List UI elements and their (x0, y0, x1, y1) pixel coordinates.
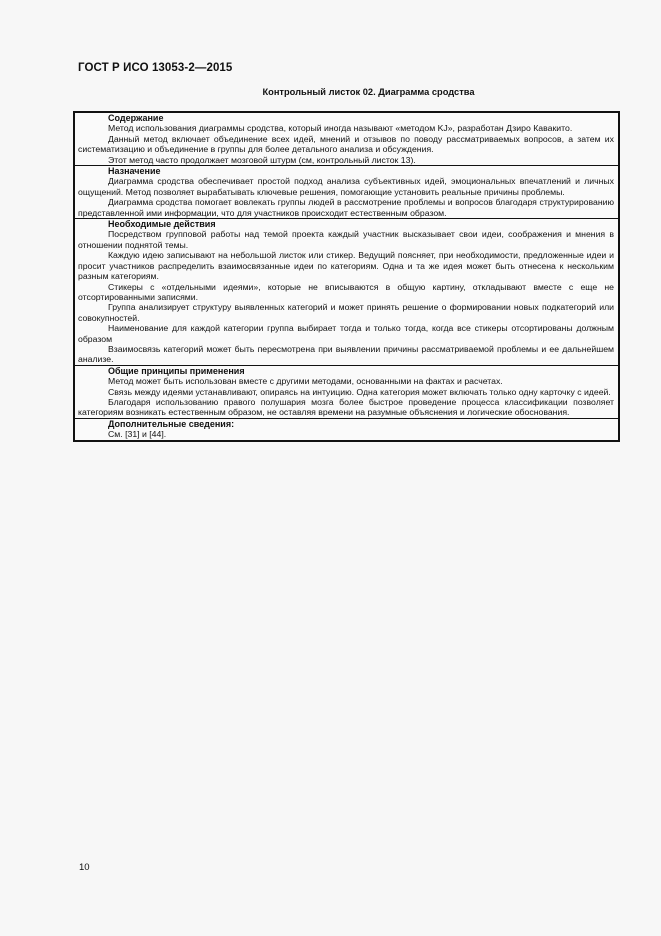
paragraph: Метод может быть использован вместе с другими методами, основанными на фактах и расчетах. (108, 376, 503, 387)
section-heading: Необходимые действия (108, 219, 216, 230)
paragraph: Взаимосвязь категорий может быть пересмотрена при выявлении причины рассматриваемой проблемы и ее дальнейшем анализе. (78, 343, 614, 365)
section-heading: Содержание (108, 113, 164, 123)
section-purpose (75, 165, 618, 218)
section-general-principles (75, 365, 618, 418)
references-paragraph: См. [31] и [44]. (108, 429, 167, 440)
section-additional-info (75, 418, 618, 440)
paragraph: Благодаря использованию правого полушария мозга более быстрое проведение процесса классификации позволяет категориям возникать естественным образом, не оставляя времени на разумные объяснения и логические обоснования. (78, 396, 614, 418)
paragraph: Наименование для каждой категории группа выбирает тогда и только тогда, когда все стикеры отсортированы должным образом (78, 323, 614, 344)
section-heading: Дополнительные сведения: (108, 418, 235, 429)
section-heading: Назначение (108, 166, 161, 177)
paragraph: Диаграмма сродства обеспечивает простой подход анализа субъективных идей, эмоциональных впечатлений и личных ощущений. Метод позволяет вырабатывать ключевые решения, помогающие установить реальные причины проблемы. (78, 176, 614, 197)
paragraph: Посредством групповой работы над темой проекта каждый участник высказывает свои идеи, соображения и мнения в отношении поднятой темы. (78, 229, 614, 250)
section-content (75, 113, 618, 165)
page-number: 10 (79, 862, 90, 873)
section-heading: Общие принципы применения (108, 365, 245, 376)
document-title: Контрольный листок 02. Диаграмма сродства (262, 87, 475, 97)
paragraph: Стикеры с «отдельными идеями», которые не вписываются в общую картину, откладывают вместе с еще не отсортированными записями. (78, 281, 614, 302)
section-required-actions (75, 218, 618, 365)
paragraph: Диаграмма сродства помогает вовлекать группы людей в рассмотрение проблемы и вопросов благодаря структурированию представленной ими информации, что для участников происходит естественным образом. (78, 197, 614, 218)
standard-header: ГОСТ Р ИСО 13053-2—2015 (78, 62, 233, 74)
paragraph: Каждую идею записывают на небольшой листок или стикер. Ведущий поясняет, при необходимости, предложенные идеи и просит участников распределить взаимосвязанные идеи по категориям. Одна и та же идея может быть отнесена к нескольким разным категориям. (78, 250, 614, 282)
paragraph: Метод использования диаграммы сродства, который иногда называют «методом KJ», разработан Дзиро Кавакито. (108, 123, 573, 134)
paragraph: Этот метод часто продолжает мозговой штурм (см, контрольный листок 13). (108, 154, 416, 165)
paragraph: Связь между идеями устанавливают, опираясь на интуицию. Одна категория может включать только одну карточку с идеей. (108, 386, 611, 397)
paragraph: Данный метод включает объединение всех идей, мнений и отзывов по поводу рассматриваемых вопросов, а затем их систематизацию и объединение в группы для более детального анализа и обсуждения. (78, 133, 614, 155)
paragraph: Группа анализирует структуру выявленных категорий и может принять решение о формировании новых подкатегорий или совокупностей. (78, 302, 614, 323)
checklist-table (73, 111, 620, 442)
